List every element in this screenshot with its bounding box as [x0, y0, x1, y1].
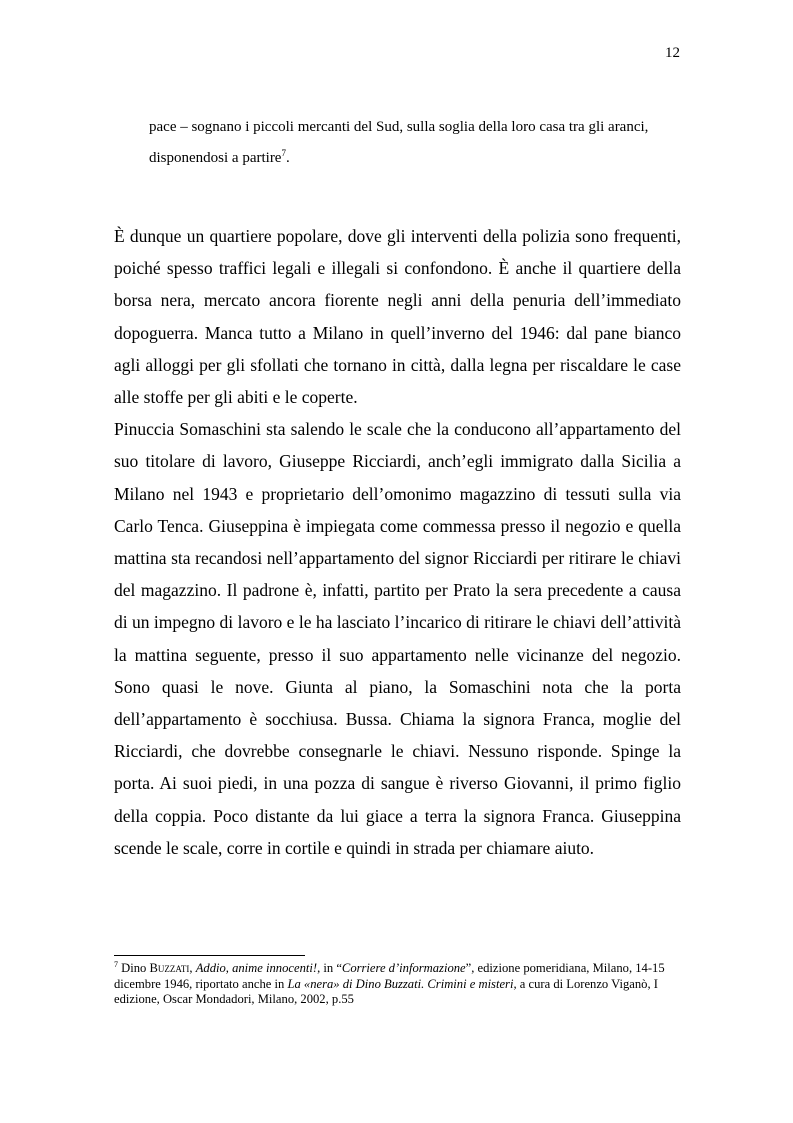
footnote-reference: 7 [281, 148, 286, 158]
footnote-book-title: La «nera» di Dino Buzzati. Crimini e misteri, [287, 976, 517, 991]
footnote-sep-3: ”, edizione pomeridiana, Milano, 14-15 dicembre 1946, riportato anche in [114, 961, 665, 991]
footnote-separator [114, 955, 305, 956]
footnote-rest: a cura di Lorenzo Viganò, I edizione, Oscar Mondadori, Milano, 2002, p.55 [114, 976, 658, 1006]
footnote-periodical: Corriere d’informazione [341, 961, 466, 975]
body-text [114, 220, 681, 864]
paragraph-2: Pinuccia Somaschini sta salendo le scale che la conducono all’appartamento del suo titolare di lavoro, Giuseppe Ricciardi, anch’egli immigrato dalla Sicilia a Milano nel 1943 e proprietario dell’omonimo magazzino di tessuti sulla via Carlo Tenca. Giuseppina è impiegata come commessa presso il negozio e quella mattina sta recandosi nell’appartamento del signor Ricciardi per ritirare le chiavi del magazzino. Il padrone è, infatti, partito per Prato la sera precedente a causa di un impegno di lavoro e le ha lasciato l’incarico di ritirare le chiavi dell’attività la mattina seguente, presso il suo appartamento nelle vicinanze del negozio. Sono quasi le nove. Giunta al piano, la Somaschini nota che la porta dell’appartamento è socchiusa. Bussa. Chiama la signora Franca, moglie del Ricciardi, che dovrebbe consegnarle le chiavi. Nessuno risponde. Spinge la porta. Ai suoi piedi, in una pozza di sangue è riverso Giovanni, il primo figlio della coppia. Poco distante da lui giace a terra la signora Franca. Giuseppina scende le scale, corre in cortile e quindi in strada per chiamare aiuto. [114, 419, 681, 858]
block-quote [149, 112, 681, 174]
quote-text: pace – sognano i piccoli mercanti del Sud, sulla soglia della loro casa tra gli aranci, disponendosi a partire [149, 119, 649, 166]
page-number: 12 [665, 45, 680, 61]
footnote-author-last: Buzzati [149, 961, 190, 975]
footnote-sep-2: , in “ [317, 961, 342, 975]
footnote-number: 7 [114, 959, 118, 969]
footnote [114, 961, 684, 1008]
paragraph-1: È dunque un quartiere popolare, dove gli interventi della polizia sono frequenti, poiché spesso traffici legali e illegali si confondono. È anche il quartiere della borsa nera, mercato ancora fiorente negli anni della penuria dell’immediato dopoguerra. Manca tutto a Milano in quell’inverno del 1946: dal pane bianco agli alloggi per gli sfollati che tornano in città, dalla legna per riscaldare le case alle stoffe per gli abiti e le coperte. [114, 226, 681, 408]
footnote-title: Addio, anime innocenti! [195, 961, 318, 975]
quote-end: . [285, 150, 290, 166]
footnote-author-first: Dino [121, 961, 150, 975]
footnote-sep-1: , [189, 961, 196, 975]
